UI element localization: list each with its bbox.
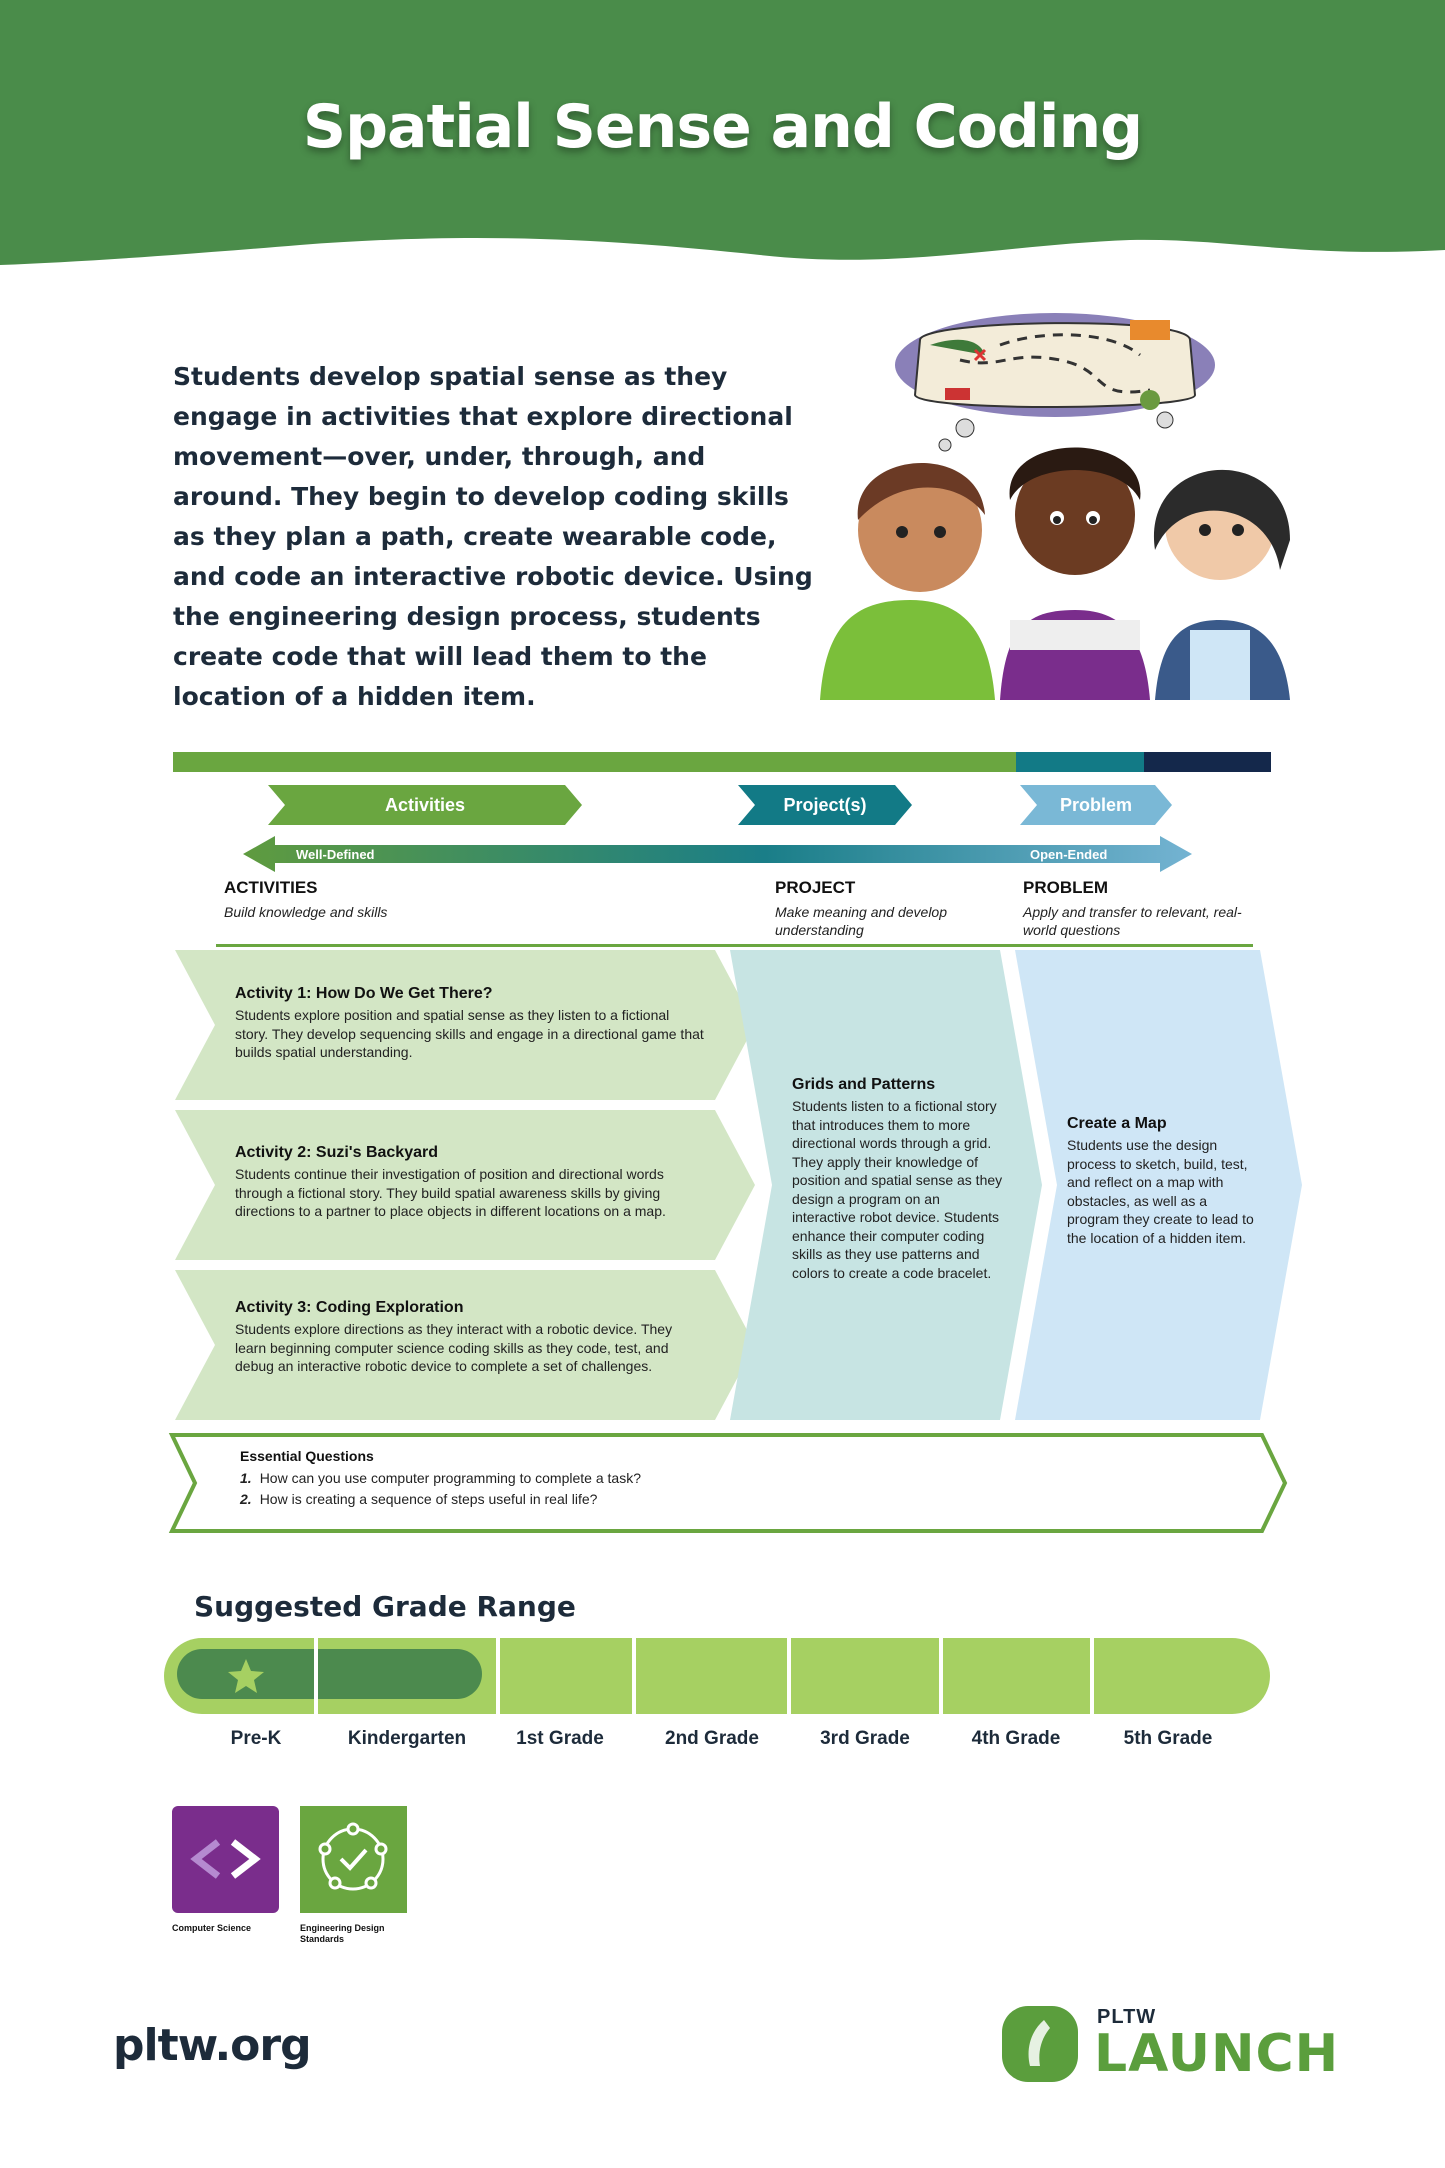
essential-question-1 <box>240 1470 641 1486</box>
progression-bar-teal <box>1016 752 1144 772</box>
project <box>792 1076 1007 1282</box>
progression-bar-green <box>173 752 1016 772</box>
pltw-logo-icon <box>1000 2004 1080 2084</box>
column-sub-project: Make meaning and develop understanding <box>775 904 948 938</box>
grade-label-3rd: 3rd Grade <box>820 1728 910 1749</box>
column-heading-activities: ACTIVITIES <box>224 878 318 897</box>
intro-paragraph: Students develop spatial sense as they engage in activities that explore directional movement—over, under, through, and around. They begin to develop coding skills as they plan a path, create wearable code, and code an interactive robotic device. Using the engineering design process, students create code that will lead them to the location of a hidden item. <box>173 362 813 711</box>
grade-divider-4 <box>787 1638 791 1714</box>
arrow-right-label: Open-Ended <box>1030 847 1108 862</box>
activity-1-title: Activity 1: How Do We Get There? <box>235 985 493 1002</box>
activity-2-desc: Students continue their investigation of position and directional words through a fictional story. They build spatial awareness skills by giving directions to a partner to place objects in different locations on a map. <box>235 1166 666 1219</box>
grade-divider-5 <box>939 1638 943 1714</box>
grade-divider-3 <box>632 1638 636 1714</box>
activity-2-title: Activity 2: Suzi's Backyard <box>235 1144 438 1161</box>
grade-label-kindergarten: Kindergarten <box>347 1728 467 1749</box>
column-sub-problem: Apply and transfer to relevant, real-world questions <box>1023 904 1242 938</box>
activity-3-desc: Students explore directions as they interact with a robotic device. They learn beginning computer science coding skills as they code, test, and debug an interactive robotic device to complete a set of challenges. <box>235 1321 673 1374</box>
design-cycle-icon <box>300 1806 407 1913</box>
activity-2 <box>235 1144 705 1221</box>
problem <box>1067 1115 1257 1247</box>
grade-label-2nd: 2nd Grade <box>665 1728 759 1749</box>
badge-label-computer-science: Computer Science <box>172 1923 252 1933</box>
progression-chevrons <box>0 780 1445 890</box>
grade-divider-6 <box>1090 1638 1094 1714</box>
grade-label-4th: 4th Grade <box>971 1728 1061 1749</box>
brand-top-text: PLTW <box>1097 2006 1157 2028</box>
project-title: Grids and Patterns <box>792 1076 936 1093</box>
grade-label-5th: 5th Grade <box>1123 1728 1213 1749</box>
grade-range-bar <box>160 1635 1275 1715</box>
grade-label-prek: Pre-K <box>230 1728 282 1749</box>
children-illustration <box>810 300 1300 700</box>
column-heading-problem: PROBLEM <box>1023 878 1108 897</box>
essential-question-1-text: How can you use computer programming to complete a task? <box>259 1470 641 1486</box>
problem-desc: Students use the design process to sketch, build, test, and reflect on a map with obstacles, as well as a program they create to lead to the location of a hidden item. <box>1067 1137 1254 1246</box>
page-title: Spatial Sense and Coding <box>302 92 1143 162</box>
activity-1-desc: Students explore position and spatial sense as they listen to a fictional story. They develop sequencing skills and engage in a directional game that builds spatial understanding. <box>235 1007 704 1060</box>
essential-question-2-num: 2. <box>240 1491 252 1507</box>
activity-1 <box>235 985 705 1062</box>
essential-questions-title: Essential Questions <box>240 1448 374 1464</box>
grade-range-heading: Suggested Grade Range <box>194 1590 576 1623</box>
brand-main-text: LAUNCH <box>1094 2024 1340 2084</box>
essential-question-2-text: How is creating a sequence of steps useful in real life? <box>259 1491 598 1507</box>
project-desc: Students listen to a fictional story that introduces them to more directional words through a grid. They apply their knowledge of position and spatial sense as they design a program on an interactive robot device. Students enhance their computer coding skills as they use patterns and colors to create a code bracelet. <box>792 1098 1003 1281</box>
grade-divider-2 <box>496 1638 500 1714</box>
column-heading-project: PROJECT <box>775 878 856 897</box>
activity-3-title: Activity 3: Coding Exploration <box>235 1299 464 1316</box>
essential-question-2 <box>240 1491 597 1507</box>
arrow-left-label: Well-Defined <box>296 847 375 862</box>
grade-divider-1 <box>314 1638 318 1714</box>
badge-label-engineering-design: Engineering Design Standards <box>300 1923 385 1944</box>
chevron-problem-label: Problem <box>1059 795 1133 815</box>
problem-title: Create a Map <box>1067 1115 1167 1132</box>
site-url[interactable]: pltw.org <box>113 2020 311 2071</box>
activity-3 <box>235 1299 705 1376</box>
chevron-activities-label: Activities <box>384 795 466 815</box>
progression-bar-navy <box>1144 752 1271 772</box>
code-brackets-icon <box>172 1806 279 1913</box>
grade-range-fill <box>177 1649 482 1699</box>
essential-question-1-num: 1. <box>240 1470 252 1486</box>
column-sub-activities: Build knowledge and skills <box>224 904 388 920</box>
grade-label-1st: 1st Grade <box>516 1728 604 1749</box>
chevron-projects-label: Project(s) <box>783 795 867 815</box>
